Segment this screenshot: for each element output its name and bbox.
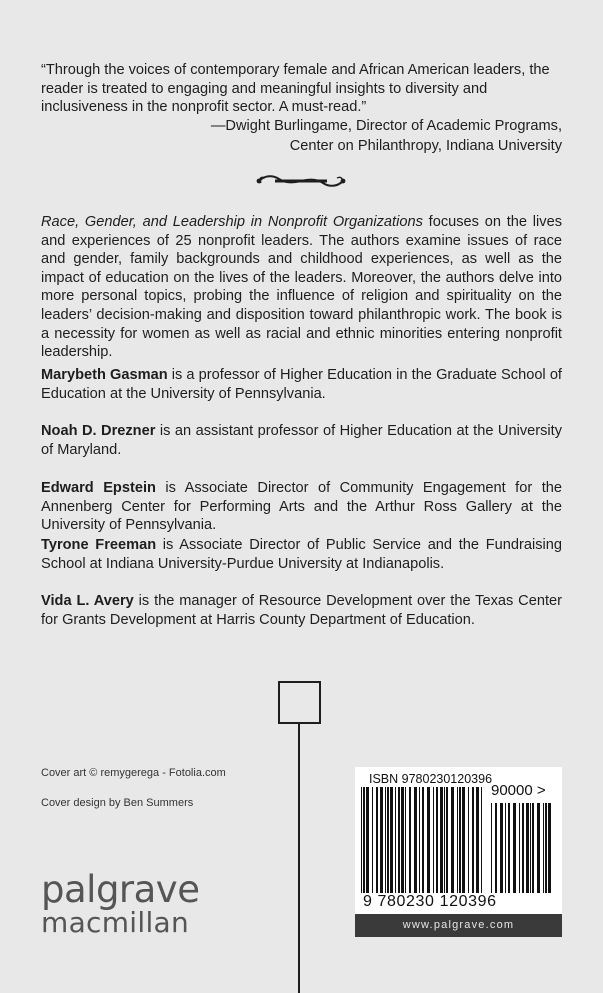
book-description [41, 213, 562, 362]
author-bio [41, 479, 562, 535]
attribution-line-2: Center on Philanthropy, Indiana University [289, 137, 562, 154]
author-name: Tyrone Freeman [41, 537, 157, 553]
endorsement-quote: “Through the voices of contemporary female and African American leaders, the reader is treated to engaging and meaningful insights to diversity and inclusiveness in the nonprofit sector. A must-read.” [41, 62, 550, 116]
author-name: Noah D. Drezner [41, 423, 156, 439]
attribution-line-1: —Dwight Burlingame, Director of Academic Programs, [210, 118, 562, 134]
scroll-ornament-icon [255, 174, 347, 188]
description-body: focuses on the lives and experiences of 25 nonprofit leaders. The authors examine issues of race and gender, family backgrounds and childhood experiences, as well as the impact of education on the lives of the leaders. Moreover, the authors delve into more personal topics, probing the influence of religion and spirituality on the leaders’ decision-making and disposition toward philanthropic work. The book is a necessity for women as well as racial and ethnic minorities entering nonprofit leadership. [41, 214, 562, 361]
author-bio-text: is the manager of Resource Development over the Texas Center for Grants Development at Harris County Department of Education. [41, 593, 562, 628]
author-bio [41, 592, 562, 629]
author-bio-text: is Associate Director of Community Engagement for the Annenberg Center for Performing Arts and the Arthur Ross Gallery at the University of Pennsylvania. [41, 480, 562, 534]
cover-art-credit: Cover art © remygerega - Fotolia.com [41, 767, 226, 779]
author-bio-text: is Associate Director of Public Service and the Fundraising School at Indiana University-Purdue University at Indianapolis. [41, 537, 562, 572]
author-name: Edward Epstein [41, 480, 156, 496]
publisher-logo-line-2: macmillan [41, 906, 190, 939]
author-bio-text: is an assistant professor of Higher Education at the University of Maryland. [41, 423, 562, 458]
isbn-label: ISBN 9780230120396 [369, 772, 493, 786]
publisher-logo [41, 868, 200, 939]
publisher-url: www.palgrave.com [355, 914, 562, 937]
cover-design-credit: Cover design by Ben Summers [41, 797, 194, 809]
price-barcode-icon [491, 803, 551, 893]
author-name: Vida L. Avery [41, 593, 134, 609]
price-code: 90000 > [491, 782, 546, 799]
barcode-digits: 9 780230 120396 [363, 893, 497, 910]
author-name: Marybeth Gasman [41, 367, 168, 383]
decorative-line [298, 724, 300, 993]
author-bio [41, 422, 562, 459]
endorsement-attribution [211, 117, 562, 156]
barcode-icon [361, 787, 485, 893]
author-bio [41, 536, 562, 573]
author-bio-text: is a professor of Higher Education in the Graduate School of Education at the University of Pennsylvania. [41, 367, 562, 402]
barcode-panel [355, 767, 562, 937]
author-bio [41, 366, 562, 403]
book-title: Race, Gender, and Leadership in Nonprofit Organizations [41, 214, 423, 230]
decorative-square [278, 681, 321, 724]
publisher-logo-line-1: palgrave [41, 868, 200, 911]
